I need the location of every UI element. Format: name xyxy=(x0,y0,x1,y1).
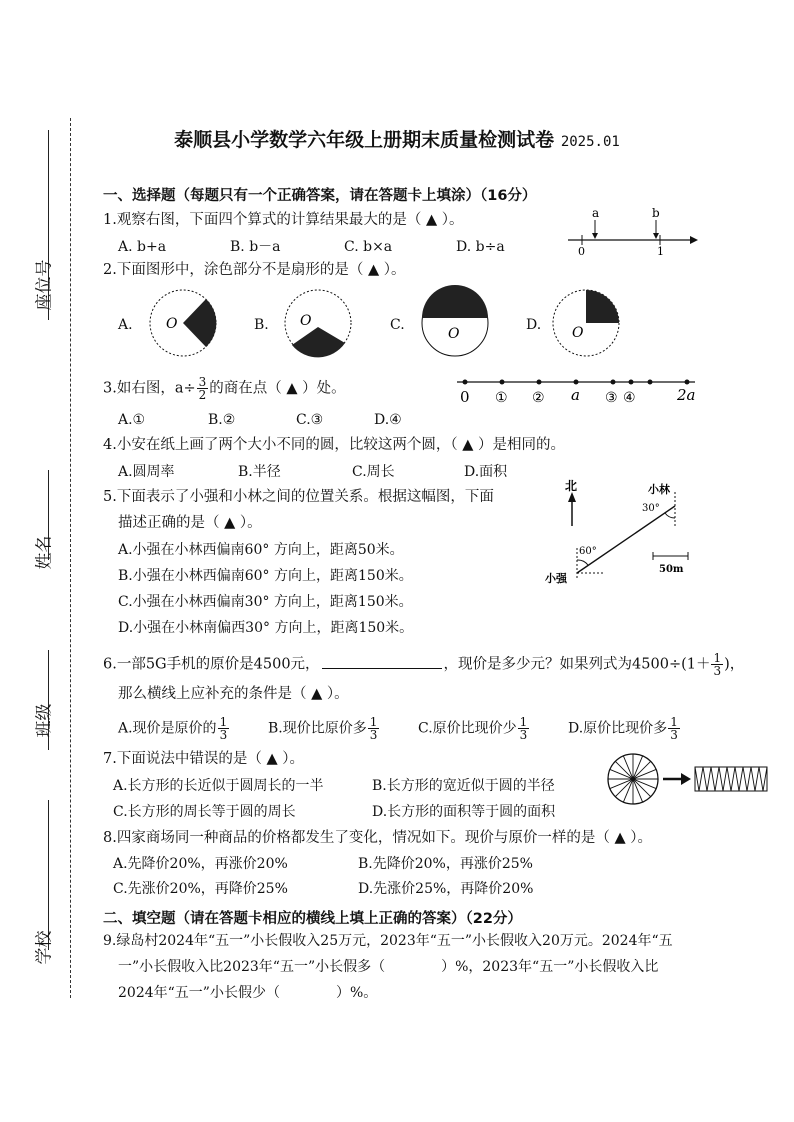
q3-option-a: A.① xyxy=(118,412,146,428)
q6-option-c-num: 1 xyxy=(519,715,528,729)
q6-option-d-num: 1 xyxy=(670,715,678,729)
q5-angle-60: 60° xyxy=(579,546,597,557)
q3-label-zero: 0 xyxy=(460,388,470,406)
q7-option-b: B.长方形的宽近似于圆的半径 xyxy=(372,778,555,794)
q9-line1: 9.绿岛村2024年“五一”小长假收入25万元，2023年“五一”小长假收入20万元。2024年“五 xyxy=(103,933,673,949)
q5-stem-line2: 描述正确的是（ ▲ ）。 xyxy=(118,515,262,531)
q1-stem: 1.观察右图，下面四个算式的计算结果最大的是（ ▲ ）。 xyxy=(103,212,464,228)
q5-option-b: B.小强在小林西偏南60° 方向上，距离150米。 xyxy=(118,568,413,584)
class-label: 班级 xyxy=(34,703,55,738)
q5-lin-label: 小林 xyxy=(648,483,670,496)
q6-option-c-fraction xyxy=(518,716,530,741)
section-2-heading: 二、填空题（请在答题卡相应的横线上填上正确的答案）（22分） xyxy=(103,911,522,927)
q1-option-c: C. b×a xyxy=(344,239,393,255)
q5-direction-figure xyxy=(545,478,705,593)
q3-option-b: B.② xyxy=(208,412,236,428)
title-text: 泰顺县小学数学六年级上册期末质量检测试卷 xyxy=(174,129,555,151)
q6-option-b-fraction xyxy=(368,716,380,741)
q6-frac-den: 3 xyxy=(713,664,722,678)
q2-center-a: O xyxy=(166,316,178,332)
q7-stem: 7.下面说法中错误的是（ ▲ ）。 xyxy=(103,751,304,767)
q4-option-a: A.圆周率 xyxy=(118,464,175,480)
q3-option-d: D.④ xyxy=(374,412,402,428)
q6-option-c xyxy=(418,716,530,741)
q1-number-line-figure xyxy=(560,205,700,260)
q4-stem: 4.小安在纸上画了两个大小不同的圆，比较这两个圆，（ ▲ ）是相同的。 xyxy=(103,437,565,453)
q1-label-b: b xyxy=(652,206,660,220)
q1-label-zero: 0 xyxy=(578,245,585,258)
q2-center-c: O xyxy=(448,326,460,342)
binding-dashed-line xyxy=(70,118,71,998)
q6-option-c-text: C.原价比现价少 xyxy=(418,720,517,737)
q6-option-d-den: 3 xyxy=(670,728,678,742)
q6-stem xyxy=(103,652,744,677)
q4-option-b: B.半径 xyxy=(238,464,281,480)
q6-frac-num: 1 xyxy=(713,651,722,665)
q2-center-d: O xyxy=(572,325,584,341)
q6-stem-end: )， xyxy=(724,656,745,673)
q8-option-d: D.先涨价25%，再降价20% xyxy=(358,881,534,897)
q6-option-d xyxy=(568,716,681,741)
q6-option-b-den: 3 xyxy=(369,728,378,742)
binding-margin xyxy=(0,0,78,1122)
q8-option-c: C.先涨价20%，再降价25% xyxy=(113,881,288,897)
q6-stem-mid: ，现价是多少元？如果列式为4500÷(1＋ xyxy=(443,656,711,673)
q2-option-b: B. xyxy=(254,317,269,333)
q6-option-d-fraction xyxy=(668,716,680,741)
q2-center-b: O xyxy=(300,313,312,329)
q6-option-b-text: B.现价比原价多 xyxy=(268,720,367,737)
q1-option-d: D. b÷a xyxy=(456,239,505,255)
q1-option-a: A. b+a xyxy=(118,239,167,255)
q3-stem-post: 的商在点（ ▲ ）处。 xyxy=(209,380,346,397)
q6-option-b xyxy=(268,716,380,741)
q5-stem-line1: 5.下面表示了小强和小林之间的位置关系。根据这幅图，下面 xyxy=(103,489,494,505)
q5-angle-30: 30° xyxy=(642,503,660,514)
q3-frac-den: 2 xyxy=(198,388,207,402)
q6-option-d-text: D.原价比现价多 xyxy=(568,720,668,737)
exam-date: 2025.01 xyxy=(560,134,620,150)
q6-option-b-num: 1 xyxy=(369,715,378,729)
q5-north-label: 北 xyxy=(565,479,578,493)
q2-circles-figure xyxy=(140,285,620,365)
seat-label: 座位号 xyxy=(34,259,55,311)
q3-number-line-figure xyxy=(455,370,700,410)
q7-option-d: D.长方形的面积等于圆的面积 xyxy=(372,804,556,820)
q5-option-d: D.小强在小林南偏西30° 方向上，距离150米。 xyxy=(118,620,414,636)
q2-stem: 2.下面图形中，涂色部分不是扇形的是（ ▲ ）。 xyxy=(103,262,406,278)
q8-stem: 8.四家商场同一种商品的价格都发生了变化，情况如下。现价与原价一样的是（ ▲ ）。 xyxy=(103,830,652,846)
q7-option-a: A.长方形的长近似于圆周长的一半 xyxy=(113,778,324,794)
page-title xyxy=(0,125,794,152)
q5-scale-label: 50m xyxy=(659,564,684,575)
q5-option-c: C.小强在小林西偏南30° 方向上，距离150米。 xyxy=(118,594,413,610)
q8-option-b: B.先降价20%，再涨价25% xyxy=(358,856,533,872)
q6-stem-pre: 6.一部5G手机的原价是4500元， xyxy=(103,656,320,673)
q3-label-1: ① xyxy=(495,390,508,406)
q6-option-a-fraction xyxy=(218,716,230,741)
q6-line2: 那么横线上应补充的条件是（ ▲ ）。 xyxy=(118,686,349,702)
q4-option-c: C.周长 xyxy=(352,464,395,480)
q6-option-a xyxy=(118,716,230,741)
q3-label-2: ② xyxy=(532,390,545,406)
q3-label-2a: 2a xyxy=(677,386,696,404)
q3-stem-pre: 3.如右图，a÷ xyxy=(103,380,196,397)
q7-circle-to-rectangle-figure xyxy=(605,752,775,807)
q3-fraction xyxy=(197,376,209,401)
q6-answer-blank xyxy=(322,656,442,669)
q1-label-one: 1 xyxy=(657,245,664,258)
q3-label-4: ④ xyxy=(623,390,636,406)
q3-label-a: a xyxy=(571,386,580,404)
section-1-heading: 一、选择题（每题只有一个正确答案，请在答题卡上填涂）（16分） xyxy=(103,188,537,204)
q1-option-b: B. b－a xyxy=(230,239,281,255)
q2-option-d: D. xyxy=(526,317,542,333)
q4-option-d: D.面积 xyxy=(464,464,508,480)
q6-option-a-den: 3 xyxy=(219,728,228,742)
q6-fraction xyxy=(711,652,723,677)
q2-option-c: C. xyxy=(390,317,405,333)
q3-label-3: ③ xyxy=(605,390,618,406)
q3-option-c: C.③ xyxy=(296,412,324,428)
q9-line2: 一”小长假收入比2023年“五一”小长假多（ ）%，2023年“五一”小长假收入比 xyxy=(118,959,659,975)
q7-option-c: C.长方形的周长等于圆的周长 xyxy=(113,804,296,820)
q1-label-a: a xyxy=(592,206,600,220)
q3-frac-num: 3 xyxy=(198,375,207,389)
q6-option-a-num: 1 xyxy=(219,715,228,729)
name-label: 姓名 xyxy=(34,535,55,570)
q6-option-a-text: A.现价是原价的 xyxy=(118,720,217,737)
q5-qiang-label: 小强 xyxy=(545,572,567,585)
q6-option-c-den: 3 xyxy=(519,728,528,742)
q5-option-a: A.小强在小林西偏南60° 方向上，距离50米。 xyxy=(118,542,404,558)
q3-stem xyxy=(103,376,346,401)
q9-line3: 2024年“五一”小长假少（ ）%。 xyxy=(118,985,378,1001)
q2-option-a: A. xyxy=(118,317,133,333)
q8-option-a: A.先降价20%，再涨价20% xyxy=(113,856,288,872)
school-label: 学校 xyxy=(34,930,55,965)
